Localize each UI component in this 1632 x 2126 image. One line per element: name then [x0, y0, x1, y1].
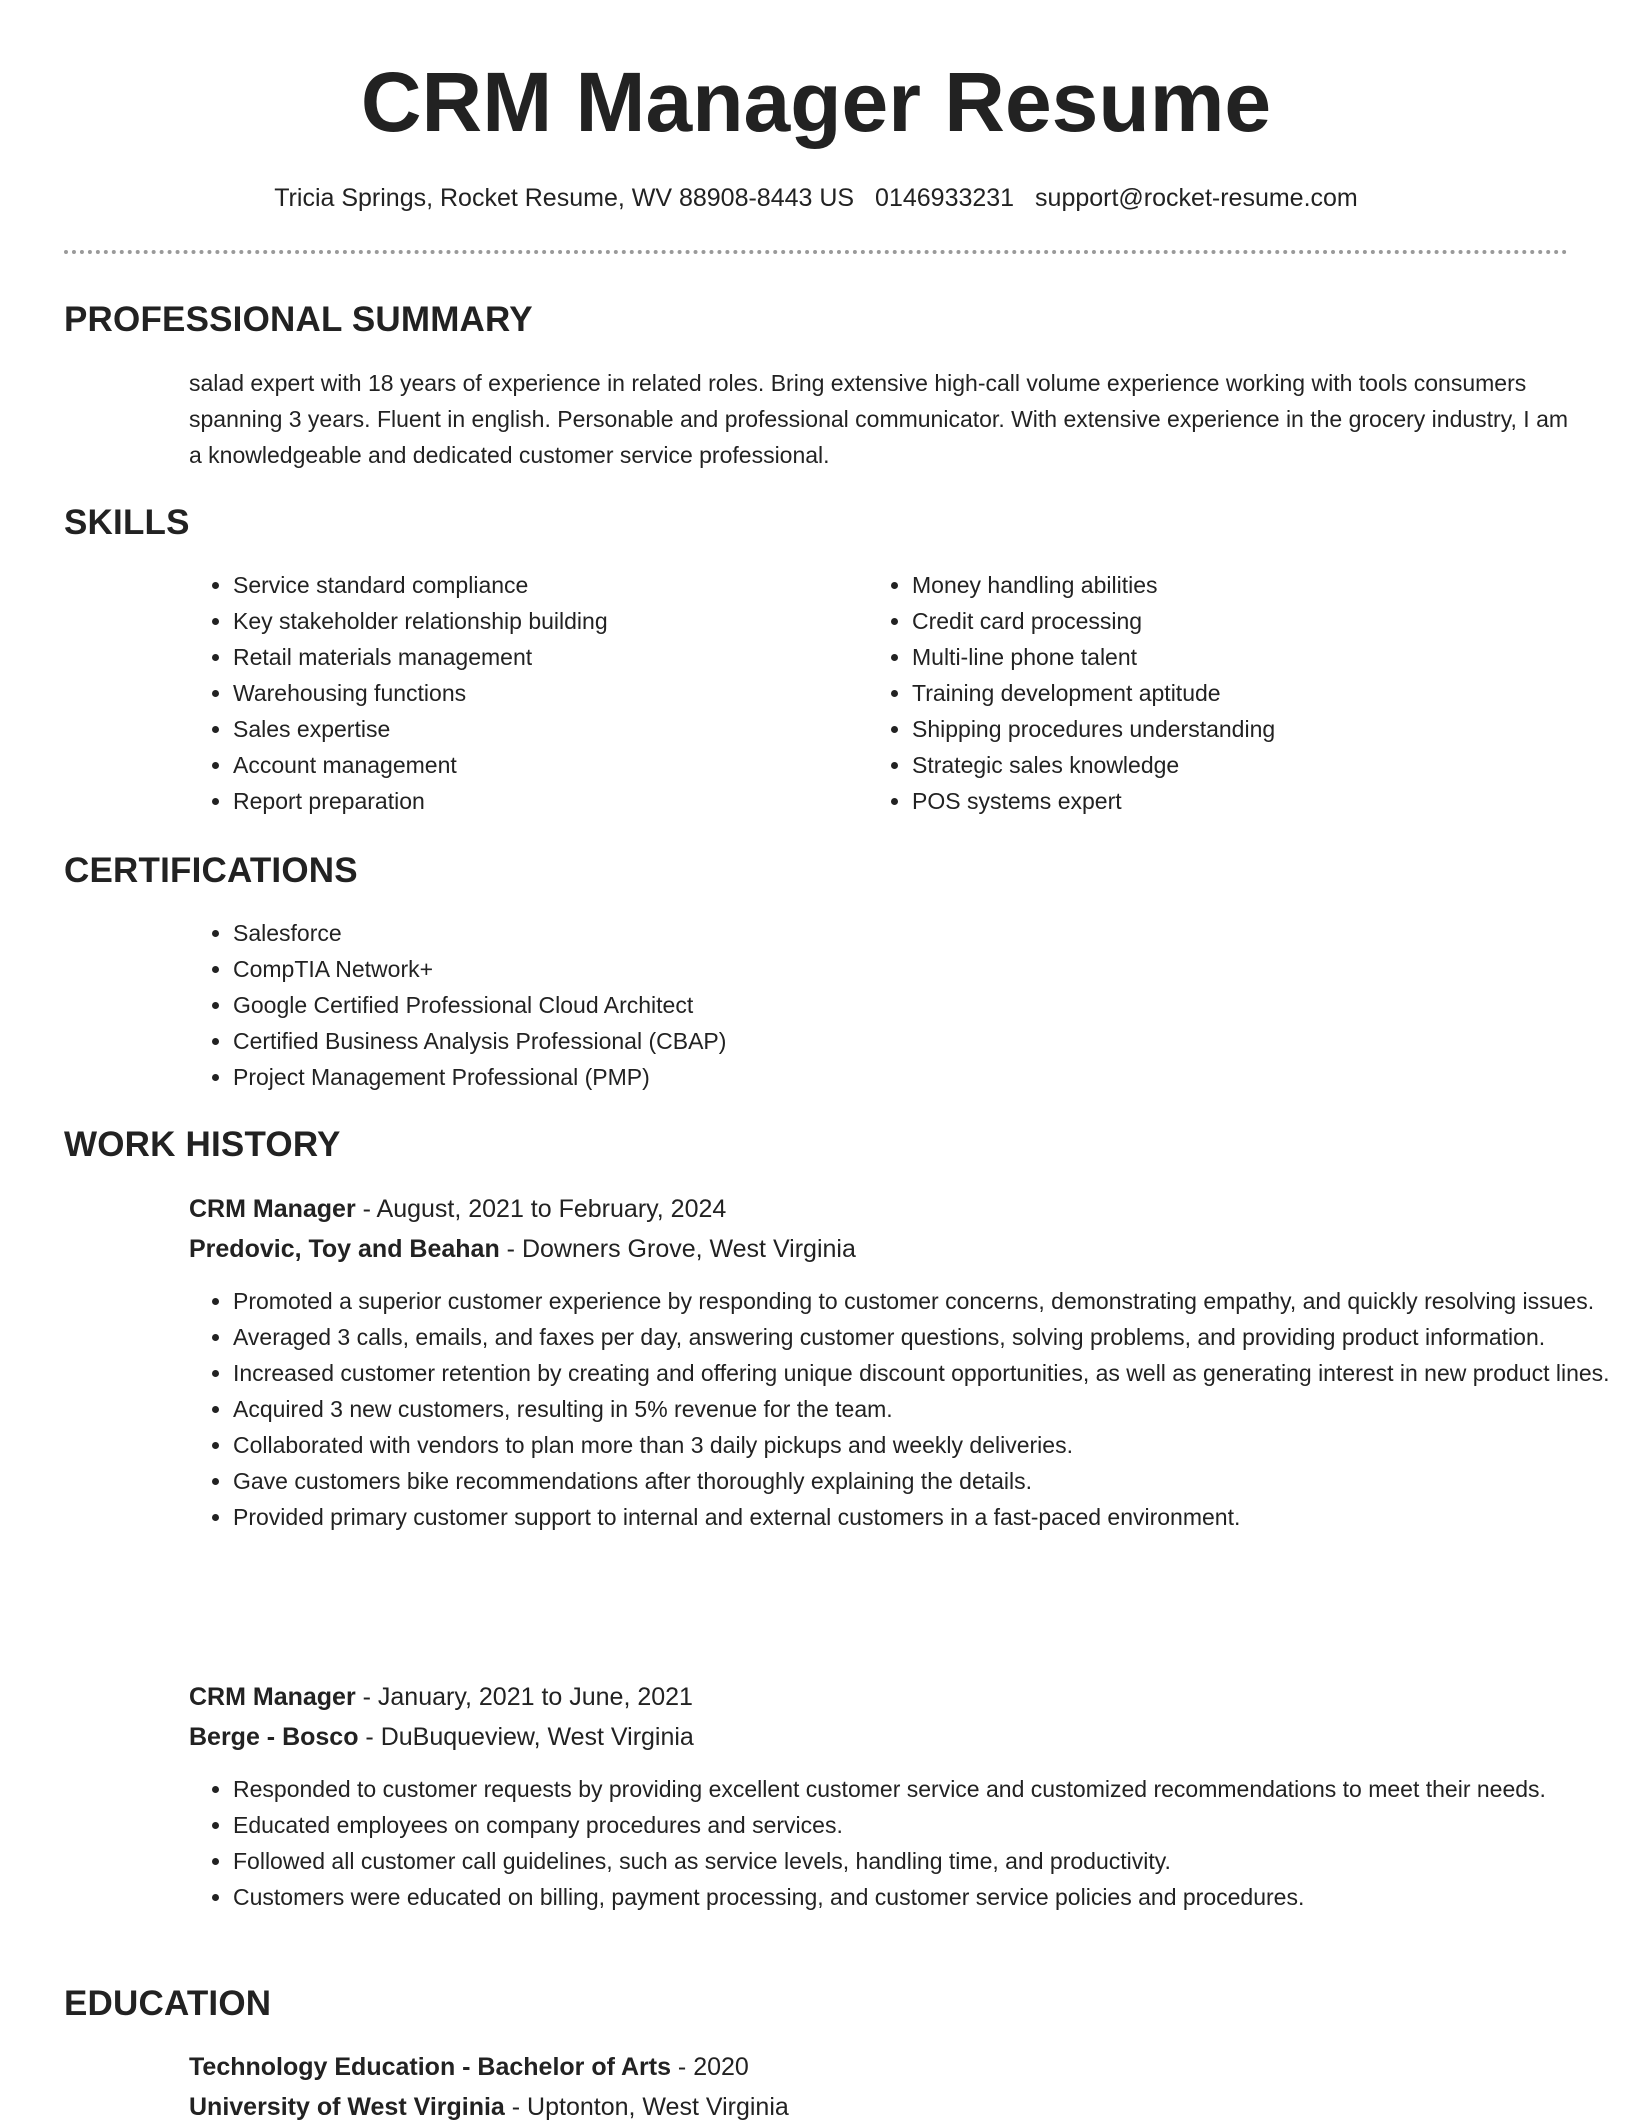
education-school: University of West Virginia — [189, 2093, 505, 2121]
education-degree-line — [189, 2048, 1569, 2086]
section-title-summary: PROFESSIONAL SUMMARY — [64, 300, 533, 339]
job-company: Predovic, Toy and Beahan — [189, 1235, 500, 1263]
job-bullet: • Promoted a superior customer experience by responding to customer concerns, demonstrating empathy, and quickly resolving issues. — [233, 1283, 1613, 1319]
job-bullet: • Educated employees on company procedures and services. — [233, 1807, 1613, 1843]
job-dates: - January, 2021 to June, 2021 — [355, 1683, 693, 1711]
job-location: - DuBuqueview, West Virginia — [358, 1723, 694, 1751]
job-bullet: • Averaged 3 calls, emails, and faxes per day, answering customer questions, solving problems, and providing product information. — [233, 1319, 1613, 1355]
skills-list-left — [189, 567, 833, 819]
certification-item: • Salesforce — [233, 915, 1433, 951]
section-title-education: EDUCATION — [64, 1984, 272, 2023]
skills-list-right — [868, 567, 1562, 819]
skill-item: • Retail materials management — [233, 639, 833, 675]
certifications-list — [189, 915, 1433, 1095]
skill-item: • Multi-line phone talent — [912, 639, 1562, 675]
section-title-certifications: CERTIFICATIONS — [64, 851, 358, 890]
education-school-line — [189, 2088, 1569, 2126]
skill-item: • Sales expertise — [233, 711, 833, 747]
job-bullet: • Increased customer retention by creating and offering unique discount opportunities, as well as generating interest in new product lines. — [233, 1355, 1613, 1391]
contact-line — [0, 180, 1632, 216]
job-bullet: • Customers were educated on billing, payment processing, and customer service policies and procedures. — [233, 1879, 1613, 1915]
job-bullet: • Provided primary customer support to internal and external customers in a fast-paced environment. — [233, 1499, 1613, 1535]
skill-item: • Strategic sales knowledge — [912, 747, 1562, 783]
skill-item: • Service standard compliance — [233, 567, 833, 603]
job-bullets — [189, 1283, 1613, 1535]
job-title-line — [189, 1190, 1569, 1228]
skill-item: • Key stakeholder relationship building — [233, 603, 833, 639]
summary-text: salad expert with 18 years of experience in related roles. Bring extensive high-call volume experience working with tools consumers spanning 3 years. Fluent in english. Personable and professional communicator. With extensive experience in the grocery industry, I am a knowledgeable and dedicated customer service professional. — [189, 370, 1569, 468]
header-divider — [64, 250, 1568, 254]
skill-item: • Warehousing functions — [233, 675, 833, 711]
job-bullet: • Responded to customer requests by providing excellent customer service and customized recommendations to meet their needs. — [233, 1771, 1613, 1807]
education-location: - Uptonton, West Virginia — [504, 2093, 789, 2121]
certification-item: • Project Management Professional (PMP) — [233, 1059, 1433, 1095]
contact-phone: 0146933231 — [875, 184, 1015, 212]
certification-item: • Certified Business Analysis Professional (CBAP) — [233, 1023, 1433, 1059]
resume-title: CRM Manager Resume — [360, 55, 1272, 149]
job-role: CRM Manager — [189, 1195, 356, 1223]
job-company: Berge - Bosco — [189, 1723, 359, 1751]
contact-email: support@rocket-resume.com — [1035, 184, 1358, 212]
job-bullet: • Followed all customer call guidelines, such as service levels, handling time, and productivity. — [233, 1843, 1613, 1879]
job-bullet: • Acquired 3 new customers, resulting in 5% revenue for the team. — [233, 1391, 1613, 1427]
job-bullet: • Collaborated with vendors to plan more than 3 daily pickups and weekly deliveries. — [233, 1427, 1613, 1463]
job-company-line — [189, 1230, 1569, 1268]
education-year: - 2020 — [670, 2053, 749, 2081]
skill-item: • Training development aptitude — [912, 675, 1562, 711]
certification-item: • Google Certified Professional Cloud Architect — [233, 987, 1433, 1023]
education-degree: Technology Education - Bachelor of Arts — [189, 2053, 671, 2081]
job-role: CRM Manager — [189, 1683, 356, 1711]
skill-item: • Shipping procedures understanding — [912, 711, 1562, 747]
job-title-line — [189, 1678, 1569, 1716]
skill-item: • Report preparation — [233, 783, 833, 819]
skill-item: • POS systems expert — [912, 783, 1562, 819]
job-bullet: • Gave customers bike recommendations after thoroughly explaining the details. — [233, 1463, 1613, 1499]
job-dates: - August, 2021 to February, 2024 — [355, 1195, 727, 1223]
job-bullets — [189, 1771, 1613, 1915]
skill-item: • Credit card processing — [912, 603, 1562, 639]
certification-item: • CompTIA Network+ — [233, 951, 1433, 987]
job-location: - Downers Grove, West Virginia — [499, 1235, 856, 1263]
skill-item: • Account management — [233, 747, 833, 783]
job-company-line — [189, 1718, 1569, 1756]
contact-address: Tricia Springs, Rocket Resume, WV 88908-8443 US — [274, 184, 855, 212]
section-title-work-history: WORK HISTORY — [64, 1125, 341, 1164]
skill-item: • Money handling abilities — [912, 567, 1562, 603]
section-title-skills: SKILLS — [64, 503, 190, 542]
